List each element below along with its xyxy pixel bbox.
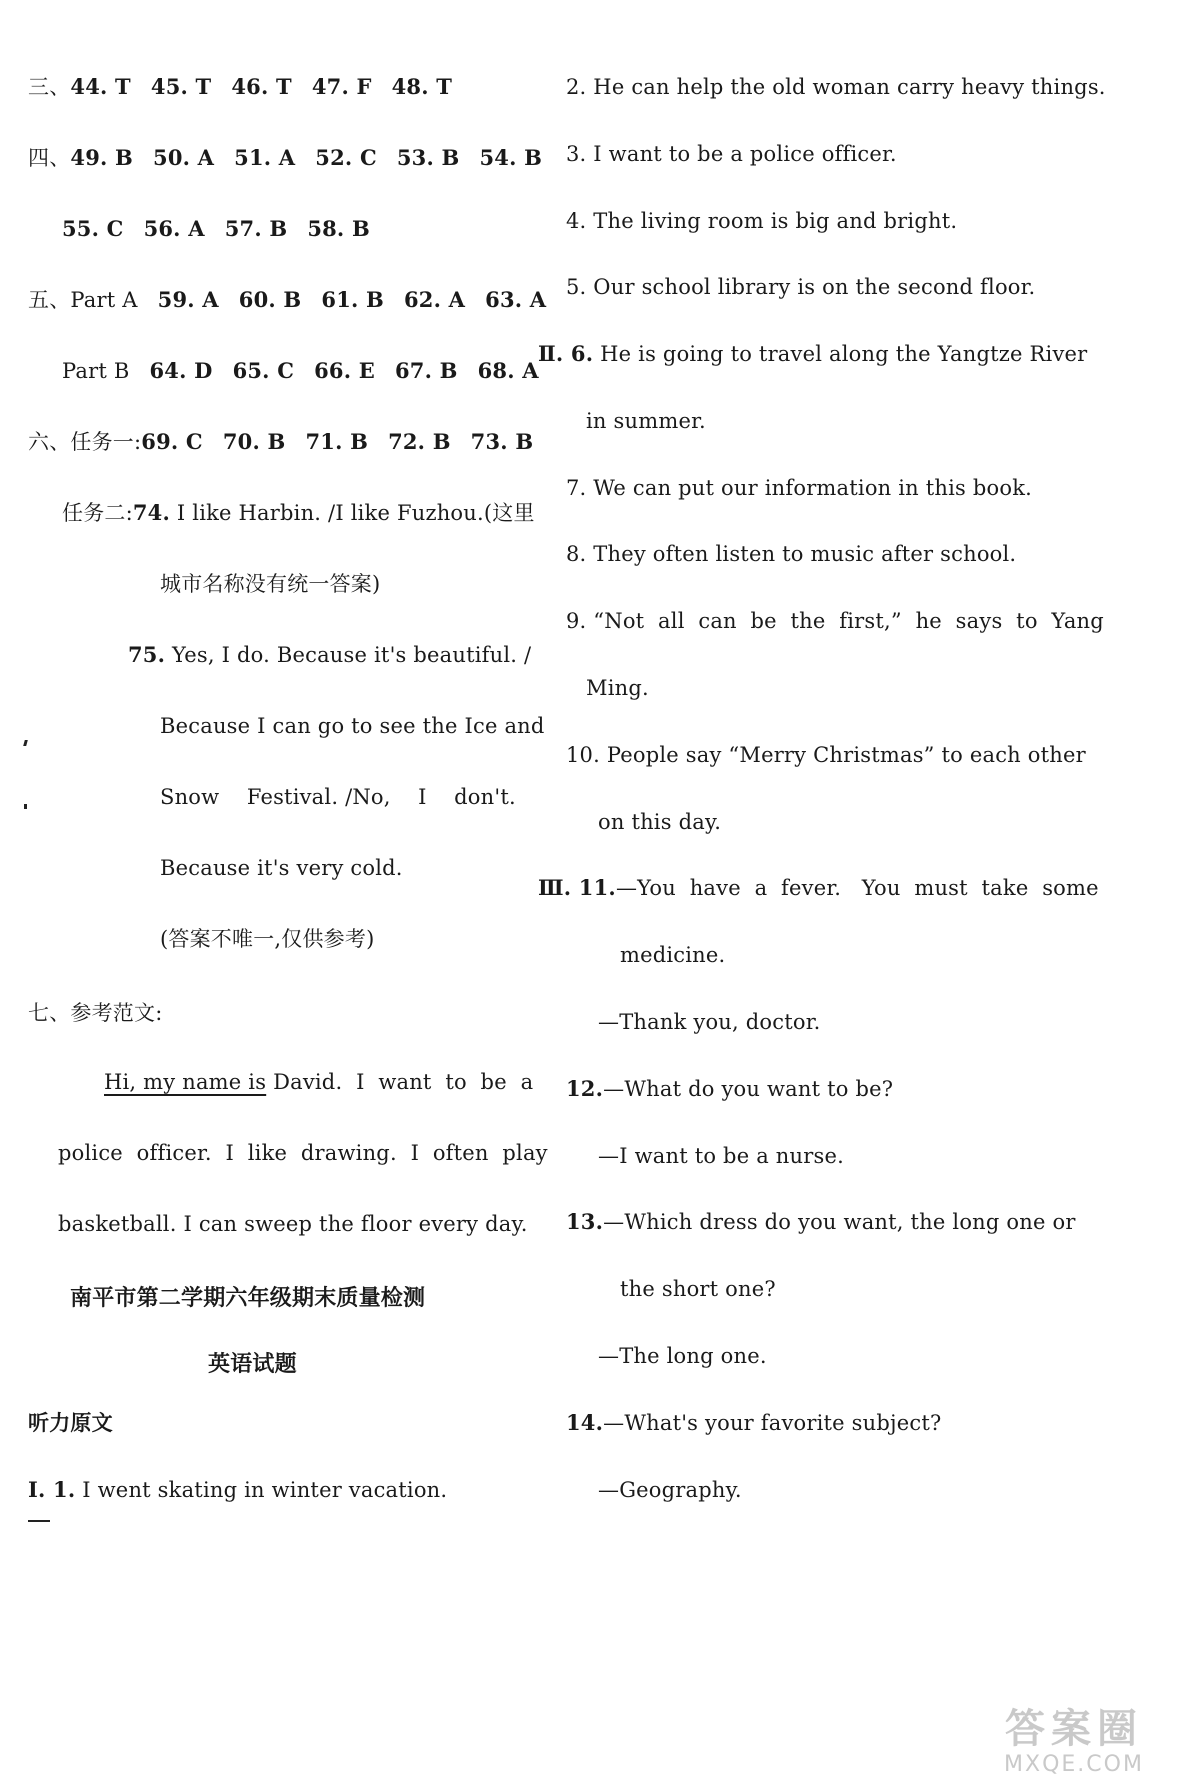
section-4-answers-row1 [28,145,542,171]
answer-64: 64. D [149,358,213,383]
answer-49: 49. B [70,145,134,170]
q75-text-line3: Snow Festival. /No, I don't. [160,785,516,809]
q6-prefix: Ⅱ. 6. [538,341,594,366]
q14-reply: —Geography. [598,1478,742,1502]
answer-71: 71. B [305,429,369,454]
answer-57: 57. B [224,216,288,241]
answer-50: 50. A [153,145,215,170]
q75-text-line1: Yes, I do. Because it's beautiful. / [172,643,532,667]
answer-48: 48. T [391,74,453,99]
exam-title: 南平市第二学期六年级期末质量检测 [70,1286,426,1311]
q74-text-line2: 城市名称没有统一答案) [160,572,381,596]
section-6-task2-q74 [62,500,535,526]
section-5-part-b [62,358,539,384]
listening-q1 [28,1477,447,1503]
q75-number: 75. [128,642,166,667]
q75-note: (答案不唯一,仅供参考) [160,927,375,951]
listening-q13 [566,1209,1076,1235]
section-5-label: 五、 [28,288,71,312]
answer-55: 55. C [62,216,124,241]
listening-q10: 10. People say “Merry Christmas” to each other [566,743,1086,767]
listening-q11 [538,875,1099,901]
watermark-url: MXQE.COM [1004,1752,1144,1777]
section-3-label: 三、 [28,75,71,99]
listening-q7: 7. We can put our information in this book. [566,476,1033,500]
listening-q6 [538,341,1087,367]
answer-70: 70. B [222,429,286,454]
q75-text-line2: Because I can go to see the Ice and [160,714,545,738]
listening-q9: 9. “Not all can be the first,” he says to Yang [566,609,1104,633]
q12-reply: —I want to be a nurse. [598,1144,844,1168]
q14-text: —What's your favorite subject? [603,1411,942,1435]
part-b-label: Part B [62,359,130,383]
q13-text: —Which dress do you want, the long one or [603,1210,1076,1234]
answer-66: 66. E [314,358,375,383]
answer-59: 59. A [157,287,219,312]
q1-text: I went skating in winter vacation. [82,1478,448,1502]
essay-line2: police officer. I like drawing. I often play [58,1141,548,1165]
answer-60: 60. B [238,287,302,312]
q74-text-line1: I like Harbin. /I like Fuzhou.(这里 [176,501,535,525]
q11-text: —You have a fever. You must take some [615,876,1099,900]
answer-62: 62. A [404,287,466,312]
q9-continuation: Ming. [586,676,649,700]
task2-label: 任务二: [62,501,133,525]
q13-number: 13. [566,1209,604,1234]
answer-51: 51. A [234,145,296,170]
answer-58: 58. B [307,216,370,241]
answer-54: 54. B [479,145,543,170]
listening-q14 [566,1410,941,1436]
q14-number: 14. [566,1410,604,1435]
part-a-label: Part A [70,288,138,312]
q6-continuation: in summer. [586,409,706,433]
section-5-part-a [28,287,546,313]
section-3-answers [28,74,452,100]
section-6-task1 [28,429,533,455]
q12-number: 12. [566,1076,604,1101]
q1-prefix: Ⅰ. 1. [28,1477,76,1502]
q10-continuation: on this day. [598,810,722,834]
answer-53: 53. B [396,145,460,170]
answer-68: 68. A [477,358,539,383]
answer-73: 73. B [470,429,534,454]
scan-speck-2 [24,804,27,809]
q11-prefix: Ⅲ. 11. [538,875,616,900]
listening-q5: 5. Our school library is on the second floor. [566,275,1036,299]
q2-text: 2. He can help the old woman carry heavy things. [566,75,1106,99]
watermark-logo-text: 答案圈 [1005,1706,1143,1752]
answer-63: 63. A [485,287,547,312]
essay-line1-rest: David. I want to be a [266,1070,534,1094]
answer-65: 65. C [232,358,295,383]
answer-56: 56. A [143,216,205,241]
section-6-label: 六、 [28,430,71,454]
q74-number: 74. [132,500,171,525]
essay-line3: basketball. I can sweep the floor every day. [58,1212,528,1236]
q75-text-line4: Because it's very cold. [160,856,403,880]
essay-underlined-phrase: Hi, my name is [104,1070,267,1094]
answer-45: 45. T [150,74,212,99]
listening-q12 [566,1076,893,1102]
q11-continuation: medicine. [620,943,726,967]
listening-q8: 8. They often listen to music after school. [566,542,1017,566]
task1-label: 任务一: [70,430,142,454]
listening-q4: 4. The living room is big and bright. [566,209,958,233]
section-4-answers-row2 [62,216,370,242]
answer-72: 72. B [388,429,451,454]
q6-text: He is going to travel along the Yangtze River [600,342,1088,366]
section-7-label: 七、参考范文: [28,1001,163,1025]
listening-q3: 3. I want to be a police officer. [566,142,897,166]
q13-continuation: the short one? [620,1277,776,1301]
q12-text: —What do you want to be? [603,1077,894,1101]
answer-52: 52. C [315,145,377,170]
site-watermark [969,1706,1179,1786]
answer-67: 67. B [394,358,458,383]
listening-q2 [566,74,1106,100]
section-4-label: 四、 [28,146,71,170]
listening-script-label: 听力原文 [28,1411,113,1435]
answer-44: 44. T [70,74,131,99]
essay-line1 [104,1069,533,1095]
answer-47: 47. F [311,74,372,99]
exam-subtitle: 英语试题 [208,1352,297,1377]
answer-69: 69. C [141,429,203,454]
answer-61: 61. B [321,287,384,312]
q75-line1 [128,642,531,668]
answer-46: 46. T [231,74,292,99]
scan-speck-1 [23,740,28,746]
q13-reply: —The long one. [598,1344,767,1368]
scan-dash-mark [28,1520,50,1522]
q11-reply: —Thank you, doctor. [598,1010,821,1034]
